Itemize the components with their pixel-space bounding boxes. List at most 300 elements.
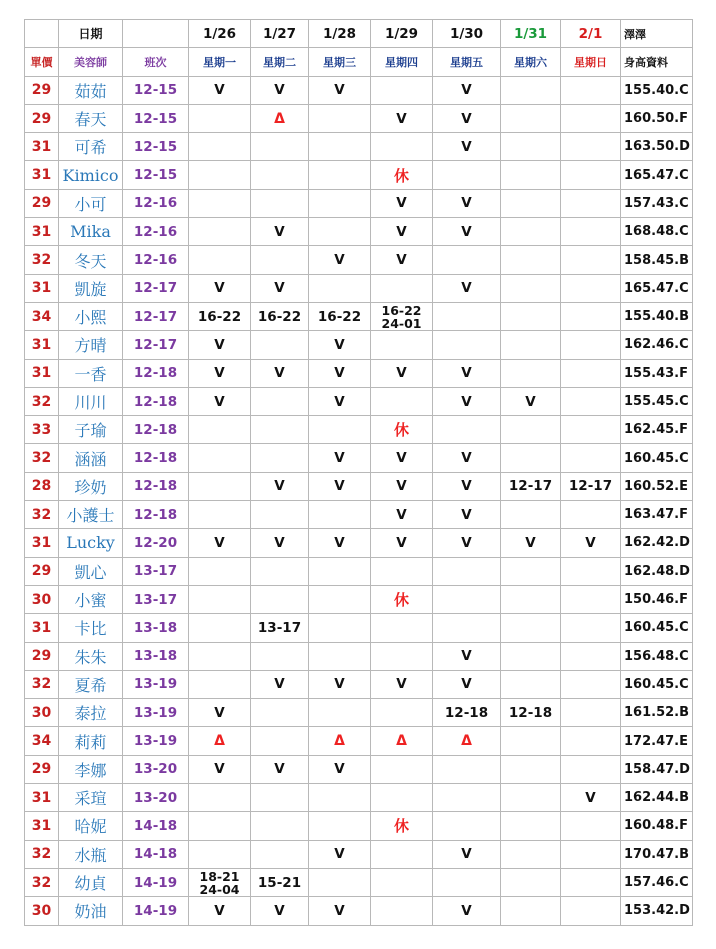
schedule-cell: [189, 218, 251, 246]
beautician-name: 泰拉: [59, 699, 123, 727]
schedule-cell: [309, 557, 371, 585]
schedule-cell: [501, 161, 561, 189]
schedule-cell: V: [433, 642, 501, 670]
schedule-cell: [501, 331, 561, 359]
weekday-header: 星期五: [433, 48, 501, 76]
schedule-cell: [501, 585, 561, 613]
schedule-cell: [501, 76, 561, 104]
shift-cell: 13-18: [123, 642, 189, 670]
schedule-cell: V: [251, 472, 309, 500]
schedule-cell: [501, 274, 561, 302]
beautician-name: 小蜜: [59, 585, 123, 613]
schedule-cell: [433, 246, 501, 274]
table-row: [25, 784, 693, 812]
shift-cell: 13-19: [123, 699, 189, 727]
schedule-cell: [561, 246, 621, 274]
schedule-cell: [309, 133, 371, 161]
schedule-cell: 12-18: [433, 699, 501, 727]
schedule-cell: 16-22: [251, 302, 309, 330]
shift-cell: 13-19: [123, 670, 189, 698]
table-row: [25, 104, 693, 132]
beautician-name: 李娜: [59, 755, 123, 783]
blank-cell: [25, 20, 59, 48]
table-row: [25, 670, 693, 698]
schedule-cell: 休: [371, 812, 433, 840]
price-cell: 32: [25, 501, 59, 529]
table-row: [25, 331, 693, 359]
schedule-cell: [501, 133, 561, 161]
price-cell: 32: [25, 868, 59, 896]
schedule-cell: [433, 755, 501, 783]
schedule-cell: [561, 585, 621, 613]
time-range: 18-21: [199, 868, 240, 884]
schedule-cell: [501, 189, 561, 217]
table-row: [25, 274, 693, 302]
schedule-cell: [561, 331, 621, 359]
shift-cell: 12-18: [123, 444, 189, 472]
profile-cell: 158.45.B: [621, 246, 693, 274]
date-header: 1/27: [251, 20, 309, 48]
profile-cell: 163.47.F: [621, 501, 693, 529]
price-cell: 34: [25, 302, 59, 330]
profile-cell: 158.47.D: [621, 755, 693, 783]
schedule-cell: [501, 218, 561, 246]
schedule-cell: Δ: [309, 727, 371, 755]
schedule-cell: [561, 699, 621, 727]
schedule-cell: V: [251, 529, 309, 557]
profile-cell: 150.46.F: [621, 585, 693, 613]
schedule-cell: [561, 161, 621, 189]
beautician-name: 冬天: [59, 246, 123, 274]
schedule-cell: [561, 359, 621, 387]
schedule-cell: [371, 699, 433, 727]
profile-cell: 165.47.C: [621, 161, 693, 189]
schedule-cell: [501, 501, 561, 529]
schedule-cell: [189, 444, 251, 472]
beautician-name: 水瓶: [59, 840, 123, 868]
shift-cell: 12-16: [123, 246, 189, 274]
schedule-cell: [561, 642, 621, 670]
price-cell: 31: [25, 274, 59, 302]
schedule-cell: V: [189, 387, 251, 415]
schedule-cell: [371, 755, 433, 783]
beautician-name: 卡比: [59, 614, 123, 642]
date-label: 日期: [59, 20, 123, 48]
profile-cell: 172.47.E: [621, 727, 693, 755]
shift-cell: 12-18: [123, 359, 189, 387]
price-cell: 32: [25, 246, 59, 274]
schedule-cell: [561, 444, 621, 472]
schedule-cell: V: [309, 529, 371, 557]
schedule-cell: [561, 302, 621, 330]
schedule-cell: V: [433, 218, 501, 246]
schedule-cell: [561, 727, 621, 755]
beautician-name: 涵涵: [59, 444, 123, 472]
schedule-cell: V: [433, 274, 501, 302]
weekday-header: 星期日: [561, 48, 621, 76]
schedule-cell: V: [251, 755, 309, 783]
schedule-cell: [433, 302, 501, 330]
price-cell: 29: [25, 755, 59, 783]
price-cell: 29: [25, 557, 59, 585]
profile-cell: 160.48.F: [621, 812, 693, 840]
schedule-cell: [433, 812, 501, 840]
shift-cell: 13-17: [123, 557, 189, 585]
shift-cell: 12-16: [123, 189, 189, 217]
table-row: [25, 302, 693, 330]
schedule-cell: [189, 161, 251, 189]
schedule-cell: [189, 642, 251, 670]
schedule-cell: [561, 274, 621, 302]
schedule-cell: V: [371, 359, 433, 387]
date-header: 1/26: [189, 20, 251, 48]
schedule-cell: [433, 416, 501, 444]
schedule-cell: V: [433, 104, 501, 132]
schedule-cell: [433, 161, 501, 189]
schedule-cell: V: [371, 472, 433, 500]
table-row: [25, 416, 693, 444]
schedule-cell: [309, 189, 371, 217]
schedule-cell: [309, 218, 371, 246]
schedule-cell: V: [371, 529, 433, 557]
weekday-header: 星期四: [371, 48, 433, 76]
table-row: [25, 727, 693, 755]
price-cell: 29: [25, 642, 59, 670]
table-row: [25, 897, 693, 925]
price-cell: 30: [25, 699, 59, 727]
schedule-cell: [501, 897, 561, 925]
beautician-name: 哈妮: [59, 812, 123, 840]
beautician-name: 夏希: [59, 670, 123, 698]
schedule-cell: 休: [371, 416, 433, 444]
table-row: [25, 755, 693, 783]
date-header: 1/31: [501, 20, 561, 48]
beautician-name: 一香: [59, 359, 123, 387]
date-header: 1/30: [433, 20, 501, 48]
header-row-weekdays: [25, 48, 693, 76]
profile-cell: 162.46.C: [621, 331, 693, 359]
schedule-cell: V: [309, 246, 371, 274]
beautician-name: 子瑜: [59, 416, 123, 444]
schedule-cell: V: [433, 897, 501, 925]
schedule-cell: [189, 670, 251, 698]
schedule-table: [24, 19, 693, 926]
schedule-cell: [309, 104, 371, 132]
schedule-cell: [309, 501, 371, 529]
table-row: [25, 585, 693, 613]
schedule-cell: [561, 614, 621, 642]
schedule-cell: [309, 699, 371, 727]
price-cell: 31: [25, 133, 59, 161]
beautician-name: 凱心: [59, 557, 123, 585]
beautician-name: Kimico: [59, 161, 123, 189]
schedule-cell: [501, 359, 561, 387]
schedule-cell: [251, 444, 309, 472]
shift-cell: 12-17: [123, 302, 189, 330]
schedule-cell: V: [501, 529, 561, 557]
schedule-cell: V: [433, 133, 501, 161]
schedule-cell: [251, 812, 309, 840]
schedule-cell: [433, 331, 501, 359]
table-row: [25, 472, 693, 500]
schedule-cell: V: [433, 387, 501, 415]
table-row: [25, 246, 693, 274]
schedule-cell: V: [251, 670, 309, 698]
schedule-cell: 15-21: [251, 868, 309, 896]
schedule-cell: [251, 501, 309, 529]
shift-cell: 12-16: [123, 218, 189, 246]
schedule-cell: [189, 189, 251, 217]
schedule-cell: [189, 812, 251, 840]
price-cell: 31: [25, 359, 59, 387]
schedule-cell: [251, 331, 309, 359]
schedule-cell: [251, 161, 309, 189]
schedule-cell: V: [371, 501, 433, 529]
schedule-cell: [251, 699, 309, 727]
schedule-cell: V: [189, 76, 251, 104]
schedule-cell: [309, 868, 371, 896]
price-cell: 31: [25, 161, 59, 189]
schedule-cell: [501, 670, 561, 698]
schedule-cell: [501, 755, 561, 783]
schedule-cell: [501, 727, 561, 755]
schedule-cell: Δ: [371, 727, 433, 755]
profile-cell: 162.48.D: [621, 557, 693, 585]
schedule-cell: V: [371, 670, 433, 698]
profile-cell: 155.45.C: [621, 387, 693, 415]
shift-cell: 14-19: [123, 897, 189, 925]
table-row: [25, 133, 693, 161]
schedule-cell: [561, 840, 621, 868]
schedule-cell: [251, 784, 309, 812]
schedule-cell: [433, 784, 501, 812]
time-range: 24-04: [199, 881, 240, 897]
schedule-cell: V: [309, 472, 371, 500]
table-row: [25, 218, 693, 246]
beautician-name: 莉莉: [59, 727, 123, 755]
beautician-name: 小護士: [59, 501, 123, 529]
schedule-cell: 16-22: [309, 302, 371, 330]
schedule-cell: V: [433, 76, 501, 104]
shift-cell: 12-18: [123, 501, 189, 529]
price-cell: 32: [25, 840, 59, 868]
profile-cell: 162.42.D: [621, 529, 693, 557]
profile-cell: 165.47.C: [621, 274, 693, 302]
table-row: [25, 557, 693, 585]
profile-cell: 170.47.B: [621, 840, 693, 868]
price-cell: 31: [25, 784, 59, 812]
schedule-cell: V: [561, 529, 621, 557]
schedule-cell: V: [189, 359, 251, 387]
beautician-name: 可希: [59, 133, 123, 161]
profile-cell: 157.46.C: [621, 868, 693, 896]
shift-cell: 13-17: [123, 585, 189, 613]
price-cell: 31: [25, 331, 59, 359]
schedule-cell: V: [433, 501, 501, 529]
schedule-cell: [501, 868, 561, 896]
beautician-name: Lucky: [59, 529, 123, 557]
price-cell: 33: [25, 416, 59, 444]
shift-cell: 12-17: [123, 274, 189, 302]
schedule-cell: [251, 727, 309, 755]
schedule-cell: [251, 189, 309, 217]
schedule-cell: [371, 76, 433, 104]
schedule-cell: [371, 897, 433, 925]
schedule-cell: [371, 274, 433, 302]
price-cell: 32: [25, 444, 59, 472]
schedule-cell: V: [371, 444, 433, 472]
schedule-cell: [371, 614, 433, 642]
profile-cell: 161.52.B: [621, 699, 693, 727]
schedule-cell: [309, 161, 371, 189]
schedule-cell: V: [251, 76, 309, 104]
schedule-cell: [189, 585, 251, 613]
beautician-name: 小可: [59, 189, 123, 217]
schedule-cell: [189, 557, 251, 585]
price-cell: 34: [25, 727, 59, 755]
schedule-cell: [189, 416, 251, 444]
blank-cell: [123, 20, 189, 48]
schedule-cell: 休: [371, 585, 433, 613]
schedule-cell: V: [189, 755, 251, 783]
schedule-cell: [561, 104, 621, 132]
table-row: [25, 529, 693, 557]
schedule-cell: [561, 133, 621, 161]
schedule-cell: [371, 868, 433, 896]
schedule-cell: [309, 585, 371, 613]
schedule-cell: [371, 331, 433, 359]
date-header: 2/1: [561, 20, 621, 48]
schedule-cell: [501, 642, 561, 670]
schedule-cell: [371, 784, 433, 812]
schedule-cell: [309, 812, 371, 840]
schedule-cell: [309, 416, 371, 444]
schedule-cell: [501, 416, 561, 444]
schedule-cell: V: [309, 840, 371, 868]
price-label: 單價: [25, 48, 59, 76]
table-row: [25, 359, 693, 387]
beautician-name: 采瑄: [59, 784, 123, 812]
shift-cell: 12-20: [123, 529, 189, 557]
table-row: [25, 161, 693, 189]
schedule-cell: V: [433, 359, 501, 387]
schedule-cell: [433, 585, 501, 613]
weekday-header: 星期三: [309, 48, 371, 76]
schedule-cell: V: [309, 755, 371, 783]
schedule-cell: [561, 557, 621, 585]
schedule-cell: [251, 387, 309, 415]
shift-cell: 13-18: [123, 614, 189, 642]
schedule-cell: [433, 557, 501, 585]
shift-cell: 14-18: [123, 840, 189, 868]
schedule-cell: 12-17: [501, 472, 561, 500]
schedule-cell: [251, 585, 309, 613]
schedule-cell: V: [433, 444, 501, 472]
shift-cell: 14-19: [123, 868, 189, 896]
schedule-cell: [561, 218, 621, 246]
profile-cell: 160.52.E: [621, 472, 693, 500]
schedule-cell: V: [371, 218, 433, 246]
name-label: 美容師: [59, 48, 123, 76]
schedule-cell: [501, 557, 561, 585]
profile-cell: 163.50.D: [621, 133, 693, 161]
shift-cell: 12-15: [123, 104, 189, 132]
schedule-cell: [251, 133, 309, 161]
beautician-name: 奶油: [59, 897, 123, 925]
shift-cell: 13-19: [123, 727, 189, 755]
beautician-name: 凱旋: [59, 274, 123, 302]
weekday-header: 星期六: [501, 48, 561, 76]
schedule-cell: V: [189, 529, 251, 557]
schedule-cell: V: [433, 189, 501, 217]
schedule-cell: [561, 189, 621, 217]
schedule-cell: [371, 133, 433, 161]
table-row: [25, 868, 693, 896]
profile-cell: 162.44.B: [621, 784, 693, 812]
profile-cell: 155.43.F: [621, 359, 693, 387]
price-cell: 29: [25, 76, 59, 104]
shift-cell: 12-18: [123, 472, 189, 500]
table-row: [25, 614, 693, 642]
table-row: [25, 76, 693, 104]
shift-cell: 13-20: [123, 784, 189, 812]
schedule-cell: [251, 416, 309, 444]
price-cell: 29: [25, 189, 59, 217]
schedule-cell: V: [433, 472, 501, 500]
schedule-cell: [501, 812, 561, 840]
date-header: 1/28: [309, 20, 371, 48]
schedule-cell: V: [189, 274, 251, 302]
price-cell: 31: [25, 218, 59, 246]
schedule-cell: V: [189, 331, 251, 359]
profile-cell: 162.45.F: [621, 416, 693, 444]
schedule-cell: V: [251, 218, 309, 246]
schedule-cell: 12-18: [501, 699, 561, 727]
schedule-cell: [501, 840, 561, 868]
schedule-cell: [371, 387, 433, 415]
schedule-cell: [251, 642, 309, 670]
schedule-cell: [371, 642, 433, 670]
price-cell: 32: [25, 670, 59, 698]
schedule-cell: [501, 104, 561, 132]
price-cell: 28: [25, 472, 59, 500]
schedule-cell: V: [433, 840, 501, 868]
shift-cell: 12-15: [123, 76, 189, 104]
price-cell: 30: [25, 585, 59, 613]
table-row: [25, 444, 693, 472]
schedule-cell: V: [433, 529, 501, 557]
price-cell: 29: [25, 104, 59, 132]
schedule-cell: V: [309, 444, 371, 472]
beautician-name: 方晴: [59, 331, 123, 359]
header-row-dates: [25, 20, 693, 48]
table-row: [25, 501, 693, 529]
schedule-cell: [561, 755, 621, 783]
table-row: [25, 699, 693, 727]
schedule-cell: [189, 246, 251, 274]
schedule-cell: [561, 897, 621, 925]
beautician-name: 川川: [59, 387, 123, 415]
beautician-name: 珍奶: [59, 472, 123, 500]
profile-cell: 160.50.F: [621, 104, 693, 132]
shift-cell: 12-15: [123, 161, 189, 189]
schedule-cell: V: [309, 897, 371, 925]
table-row: [25, 812, 693, 840]
schedule-cell: [189, 472, 251, 500]
weekday-header: 星期二: [251, 48, 309, 76]
schedule-cell: [189, 840, 251, 868]
schedule-cell: [189, 784, 251, 812]
